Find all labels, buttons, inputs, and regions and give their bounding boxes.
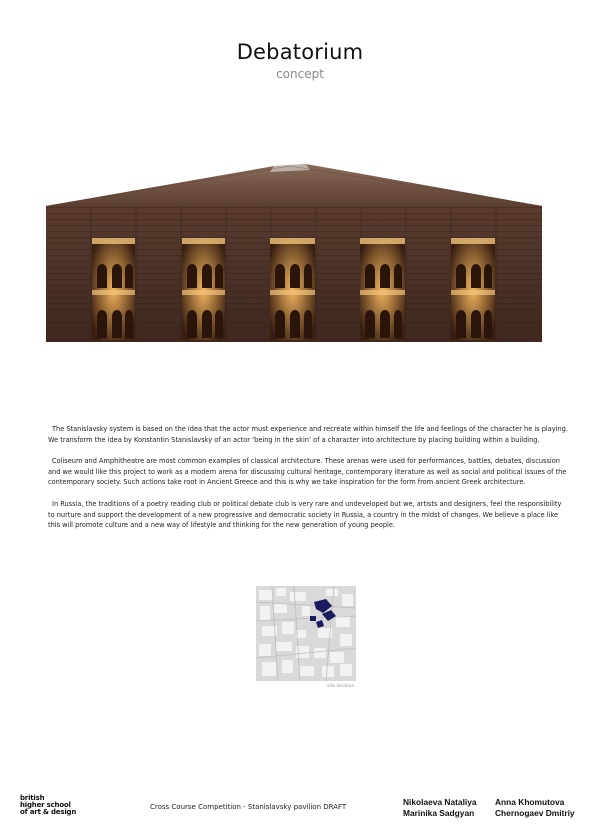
logo-line: higher school [20,800,71,809]
page-subtitle: concept [276,67,324,81]
author-name: Anna Khomutova [495,797,565,807]
logo-line: british [20,794,45,802]
author-names-left [403,797,477,819]
pavilion-illustration [44,160,544,346]
site-location-map [256,586,356,681]
school-logo [20,795,76,815]
paragraph-stanislavsky: The Stanislavsky system is based on the idea that the actor must experience and recreate within himself the life and feelings of the character he is playing. We transform the idea by Konstantin Stanislavsky of an actor ‘being in the skin’ of a character into architecture by placing building within a building. [48,425,568,444]
author-name: Marinika Sadgyan [403,808,475,818]
author-name: Nikolaeva Nataliya [403,797,477,807]
logo-line: of art & design [20,807,77,816]
concept-description [48,424,568,542]
competition-label: Cross Course Competition - Stanislavsky pavilion DRAFT [150,803,347,811]
author-names-right [495,797,575,819]
paragraph-russia: In Russia, the traditions of a poetry reading club or political debate club is very rare and undeveloped but we, artists and designers, feel the responsibility to nurture and support the development of a new progressive and democratic society in Russia, a country in the midst of changes. We believe a place like this will promote culture and a new way of lifestyle and thinking for the new generation of young people. [48,499,562,530]
map-caption: site location [327,684,355,689]
page-title: Debatorium [236,40,364,64]
author-name: Chernogaev Dmitriy [495,808,575,818]
paragraph-coliseum: Coliseum and Amphitheatre are most common examples of classical architecture. These arenas were used for performances, battles, debates, discussion and we would like this project to work as a modern arena for discussing cultural heritage, contemporary literature as well as social and political issues of the contemporary society. Such actions take root in Ancient Greece and this is why we take inspiration for the form from ancient Greek architecture. [48,457,567,487]
